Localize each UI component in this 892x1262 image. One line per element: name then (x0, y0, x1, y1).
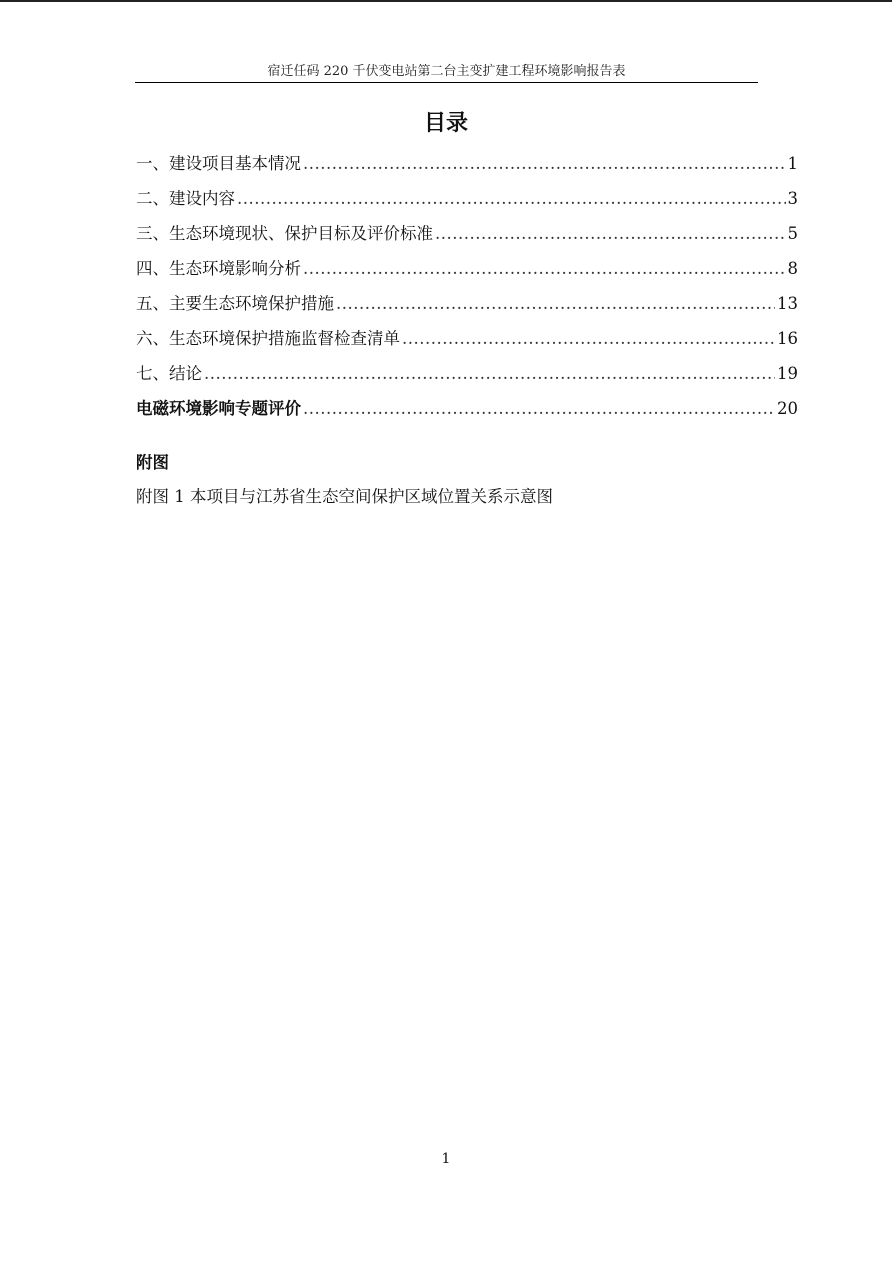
toc-entry-label: 一、建设项目基本情况 (136, 154, 301, 173)
toc-entry-page: 5 (787, 224, 798, 243)
toc-entry-label: 七、结论 (136, 364, 202, 383)
toc-entry[interactable] (136, 152, 798, 187)
toc-leader-dots (303, 152, 786, 176)
toc-entry[interactable] (136, 257, 798, 292)
toc-entry-label: 四、生态环境影响分析 (136, 259, 301, 278)
header-rule (135, 82, 758, 83)
toc-entry-page: 20 (777, 399, 798, 418)
toc-entry[interactable] (136, 292, 798, 327)
toc-entry-label: 二、建设内容 (136, 189, 235, 208)
toc-entry-label: 六、生态环境保护措施监督检查清单 (136, 329, 400, 348)
toc-entry-label: 电磁环境影响专题评价 (136, 399, 301, 418)
toc-leader-dots (237, 187, 786, 211)
toc-leader-dots (336, 292, 775, 316)
toc-entry[interactable] (136, 222, 798, 257)
toc-entry-page: 8 (787, 259, 798, 278)
toc-entry-page: 13 (777, 294, 798, 313)
toc-entry-label: 五、主要生态环境保护措施 (136, 294, 334, 313)
appendix-heading: 附图 (136, 453, 169, 472)
toc-entry[interactable] (136, 362, 798, 397)
toc-entry-page: 1 (787, 154, 798, 173)
page-top-border (0, 0, 892, 2)
appendix-item[interactable]: 附图 1 本项目与江苏省生态空间保护区域位置关系示意图 (136, 487, 553, 506)
toc-leader-dots (303, 397, 775, 421)
toc-title: 目录 (423, 110, 468, 136)
toc-leader-dots (435, 222, 786, 246)
toc-entry-page: 16 (777, 329, 798, 348)
toc-entry[interactable] (136, 187, 798, 222)
running-header: 宿迁任码 220 千伏变电站第二台主变扩建工程环境影响报告表 (267, 64, 626, 79)
toc-leader-dots (402, 327, 775, 351)
toc-entry-page: 19 (777, 364, 798, 383)
toc-entry[interactable] (136, 397, 798, 432)
page-number: 1 (441, 1151, 451, 1167)
toc-leader-dots (303, 257, 786, 281)
toc-entry-page: 3 (787, 189, 798, 208)
toc-entry[interactable] (136, 327, 798, 362)
toc-entry-label: 三、生态环境现状、保护目标及评价标准 (136, 224, 433, 243)
table-of-contents (136, 152, 798, 432)
toc-leader-dots (204, 362, 775, 386)
